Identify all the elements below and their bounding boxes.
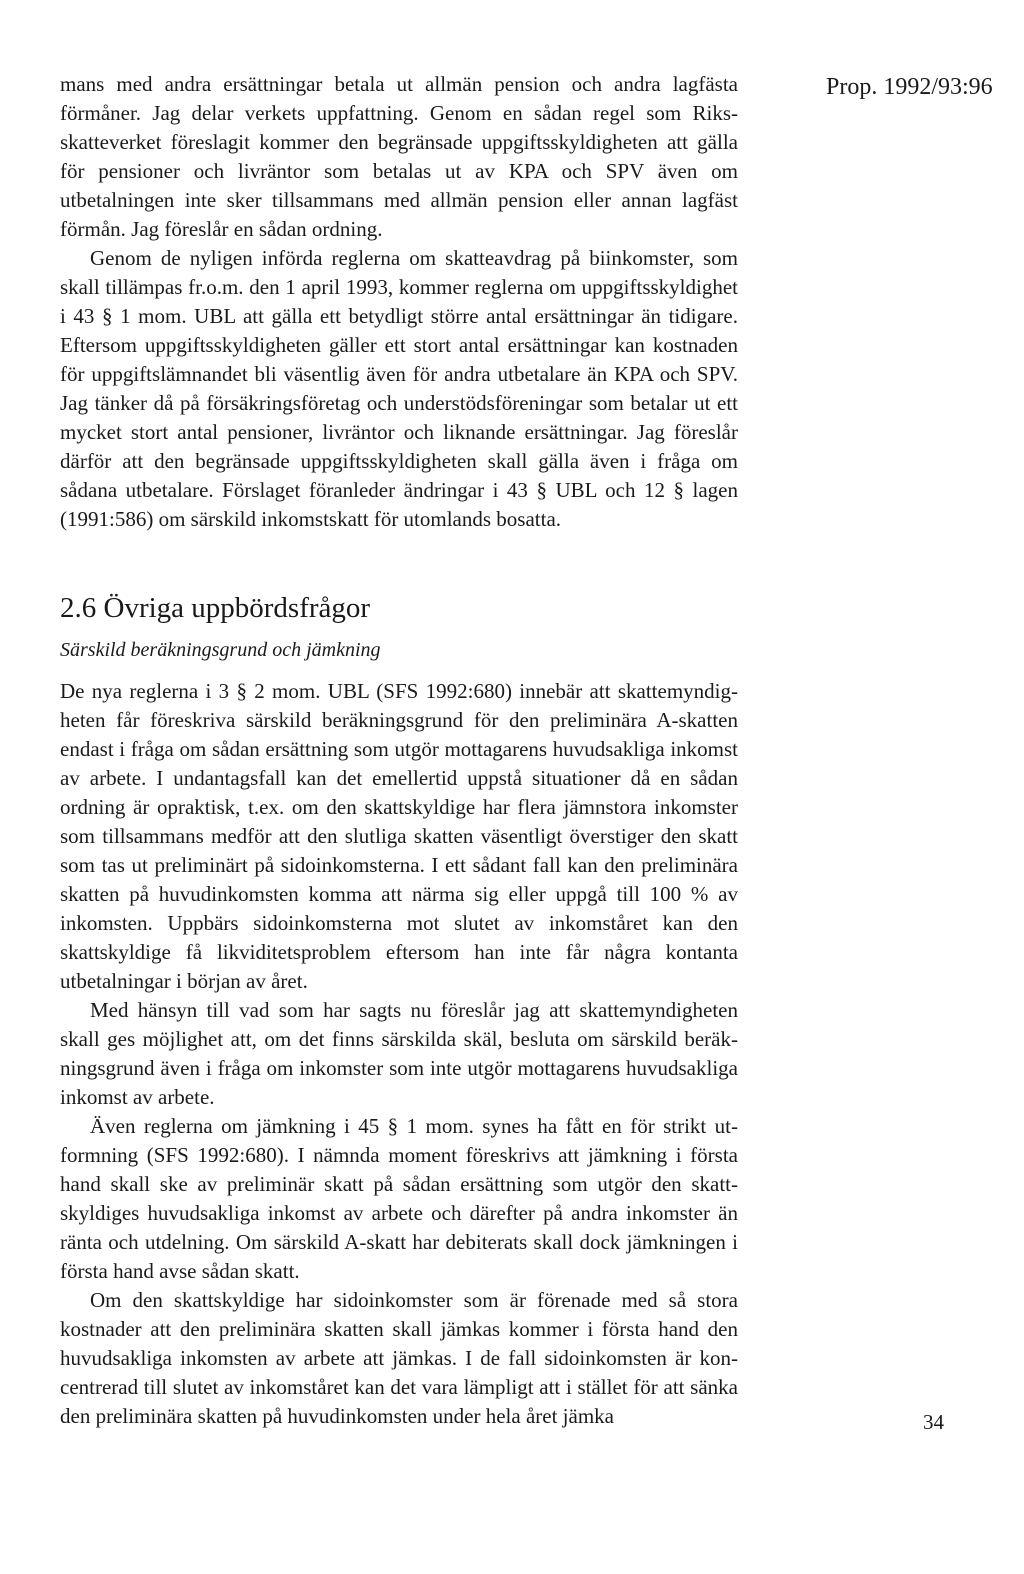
intro-paragraph-1: mans med andra ersättningar betala ut allmän pension och andra lagfästa förmåner. Jag delar verkets uppfattning. Genom en sådan regel som Riksskatteverket föreslagit kommer den begränsade uppgiftsskyldigheten att gälla för pensioner och livräntor som betalas ut av KPA och SPV även om utbetalningen inte sker tillsammans med allmän pension eller annan lagfäst förmån. Jag föreslår en sådan ordning. — [60, 72, 738, 241]
section-paragraph-2: Med hänsyn till vad som har sagts nu föreslår jag att skattemyndigheten skall ges möjlighet att, om det finns särskilda skäl, besluta om särskild beräkningsgrund även i fråga om inkomster som inte utgör mottagarens huvudsakliga inkomst av arbete. — [60, 998, 738, 1109]
section-text-block — [60, 677, 738, 1431]
intro-text-block — [60, 70, 738, 534]
section-paragraph-3: Även reglerna om jämkning i 45 § 1 mom. synes ha fått en för strikt utformning (SFS 1992:680). I nämnda moment föreskrivs att jämkning i första hand skall ske av preliminär skatt på sådan ersättning som utgör den skattskyldiges huvudsakliga inkomst av arbete och därefter på andra inkomster än ränta och utdelning. Om särskild A-skatt har debiterats skall dock jämkningen i första hand avse sådan skatt. — [60, 1114, 738, 1283]
section-subheading: Särskild beräkningsgrund och jämkning — [60, 639, 381, 661]
prop-reference: Prop. 1992/93:96 — [826, 74, 993, 100]
section-heading: 2.6 Övriga uppbördsfrågor — [60, 592, 371, 624]
page-number: 34 — [923, 1410, 944, 1434]
intro-paragraph-2: Genom de nyligen införda reglerna om skatteavdrag på biinkomster, som skall tillämpas fr.o.m. den 1 april 1993, kommer reglerna om uppgiftsskyldighet i 43 § 1 mom. UBL att gälla ett betydligt större antal ersättningar än tidigare. Eftersom uppgiftsskyldigheten gäller ett stort antal ersättningar kan kostnaden för uppgiftslämnandet bli väsentlig även för andra utbetalare än KPA och SPV. Jag tänker då på försäkringsföretag och understödsföreningar som betalar ut ett mycket stort antal pensioner, livräntor och liknande ersättningar. Jag föreslår därför att den begränsade uppgiftsskyldigheten skall gälla även i fråga om sådana utbetalare. Förslaget föranleder ändringar i 43 § UBL och 12 § lagen (1991:586) om särskild inkomstskatt för utomlands bosatta. — [60, 246, 738, 531]
section-paragraph-4: Om den skattskyldige har sidoinkomster som är förenade med så stora kostnader att den preliminära skatten skall jämkas kommer i första hand den huvudsakliga inkomsten av arbete att jämkas. I de fall sidoinkomsten är koncentrerad till slutet av inkomståret kan det vara lämpligt att i stället för att sänka den preliminära skatten på huvudinkomsten under hela året jämka — [60, 1288, 738, 1428]
section-paragraph-1: De nya reglerna i 3 § 2 mom. UBL (SFS 1992:680) innebär att skattemyndigheten får föreskriva särskild beräkningsgrund för den preliminära A-skatten endast i fråga om sådan ersättning som utgör mottagarens huvudsakliga inkomst av arbete. I undantagsfall kan det emellertid uppstå situationer då en sådan ordning är opraktisk, t.ex. om den skattskyldige har flera jämnstora inkomster som tillsammans medför att den slutliga skatten väsentligt överstiger den skatt som tas ut preliminärt på sidoinkomsterna. I ett sådant fall kan den preliminära skatten på huvudinkomsten komma att närma sig eller uppgå till 100 % av inkomsten. Uppbärs sidoinkomsterna mot slutet av inkomståret kan den skattskyldige få likviditetsproblem eftersom han inte får några kontanta utbetalningar i början av året. — [60, 679, 738, 993]
